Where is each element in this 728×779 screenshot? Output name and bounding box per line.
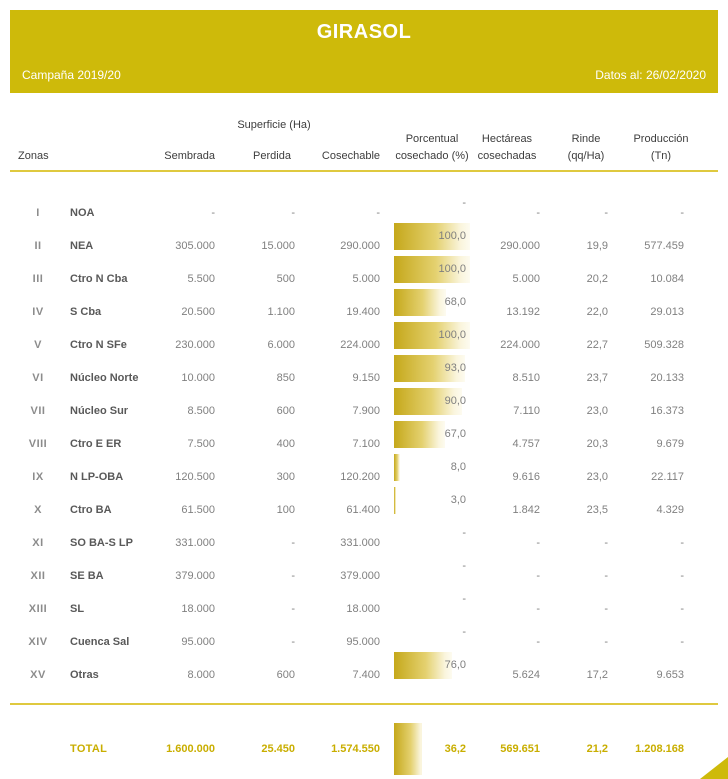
- table-row: [10, 625, 718, 658]
- cell-perdida: -: [291, 569, 295, 582]
- cell-rinde: 22,7: [586, 338, 608, 351]
- cell-cosechable: 7.100: [352, 437, 380, 450]
- zone-name: Núcleo Sur: [70, 404, 129, 417]
- column-header-sembrada: Sembrada: [164, 150, 215, 162]
- pct-label: 100,0: [438, 230, 466, 242]
- cell-rinde: 17,2: [586, 668, 608, 681]
- cell-perdida: 1.100: [267, 305, 295, 318]
- total-cosechable: 1.574.550: [331, 743, 380, 755]
- zone-number: II: [34, 239, 42, 252]
- pct-label: 100,0: [438, 329, 466, 341]
- pct-label: 90,0: [444, 395, 466, 407]
- pct-label: 8,0: [450, 461, 466, 473]
- cell-produccion: 20.133: [650, 371, 684, 384]
- cell-rinde: -: [604, 206, 608, 219]
- cell-hectareas: 5.624: [512, 668, 540, 681]
- zone-number: V: [34, 338, 42, 351]
- cell-produccion: 509.328: [644, 338, 684, 351]
- cell-rinde: 23,7: [586, 371, 608, 384]
- cell-hectareas: 9.616: [512, 470, 540, 483]
- zone-number: I: [36, 206, 40, 219]
- cell-perdida: 600: [276, 668, 295, 681]
- table-row: [10, 493, 718, 526]
- cell-sembrada: 331.000: [175, 536, 215, 549]
- cell-hectareas: 13.192: [506, 305, 540, 318]
- zone-name: S Cba: [70, 305, 102, 318]
- column-group-header-superficie: Superficie (Ha): [237, 119, 311, 131]
- zone-number: XII: [30, 569, 46, 582]
- zone-name: Ctro N SFe: [70, 338, 127, 351]
- data-date-label: Datos al: 26/02/2020: [595, 68, 706, 82]
- cell-perdida: 400: [276, 437, 295, 450]
- cell-perdida: 850: [276, 371, 295, 384]
- cell-cosechable: 61.400: [346, 503, 380, 516]
- pct-label: 3,0: [450, 494, 466, 506]
- total-pct-label: 36,2: [444, 743, 466, 755]
- cell-cosechable: 18.000: [346, 602, 380, 615]
- zone-number: X: [34, 503, 42, 516]
- cell-hectareas: -: [536, 569, 540, 582]
- cell-cosechable: 7.400: [352, 668, 380, 681]
- zone-name: Núcleo Norte: [70, 371, 139, 384]
- cell-sembrada: 20.500: [181, 305, 215, 318]
- cell-cosechable: 7.900: [352, 404, 380, 417]
- table-row: [10, 196, 718, 229]
- table-row: [10, 328, 718, 361]
- table-row: [10, 262, 718, 295]
- cell-produccion: -: [680, 569, 684, 582]
- cell-sembrada: 120.500: [175, 470, 215, 483]
- column-header-perdida: Perdida: [253, 150, 291, 162]
- zone-number: VII: [30, 404, 46, 417]
- cell-rinde: -: [604, 569, 608, 582]
- cell-perdida: -: [291, 206, 295, 219]
- cell-cosechable: 95.000: [346, 635, 380, 648]
- cell-hectareas: -: [536, 602, 540, 615]
- total-perdida: 25.450: [261, 743, 295, 755]
- zone-number: IV: [32, 305, 44, 318]
- cell-rinde: 20,2: [586, 272, 608, 285]
- total-label: TOTAL: [70, 743, 108, 755]
- report-header-band: [10, 10, 718, 93]
- zone-name: Ctro BA: [70, 503, 112, 516]
- cell-sembrada: 7.500: [187, 437, 215, 450]
- zone-number: VI: [32, 371, 44, 384]
- table-body: [10, 196, 718, 691]
- cell-perdida: 300: [276, 470, 295, 483]
- pct-label: 76,0: [444, 659, 466, 671]
- zone-name: SE BA: [70, 569, 104, 582]
- pct-label: -: [462, 593, 466, 605]
- total-hectareas: 569.651: [500, 743, 540, 755]
- column-header-cosechable: Cosechable: [321, 150, 380, 162]
- cell-produccion: 9.679: [656, 437, 684, 450]
- pct-bar-cell: [394, 658, 470, 691]
- table-row: [10, 295, 718, 328]
- zone-name: Cuenca Sal: [70, 635, 130, 648]
- zone-name: SO BA-S LP: [70, 536, 133, 549]
- total-rinde: 21,2: [586, 743, 608, 755]
- zone-name: Ctro E ER: [70, 437, 122, 450]
- table-row: [10, 658, 718, 691]
- zone-name: N LP-OBA: [70, 470, 124, 483]
- table-row: [10, 460, 718, 493]
- total-row: [10, 723, 718, 775]
- cell-perdida: -: [291, 602, 295, 615]
- zone-number: III: [32, 272, 44, 285]
- cell-sembrada: 10.000: [181, 371, 215, 384]
- cell-produccion: 577.459: [644, 239, 684, 252]
- zone-name: NEA: [70, 239, 94, 252]
- table-row: [10, 427, 718, 460]
- cell-hectareas: 7.110: [513, 404, 540, 417]
- cell-cosechable: -: [376, 206, 380, 219]
- cell-rinde: 19,9: [586, 239, 608, 252]
- column-header-zonas: Zonas: [18, 150, 49, 162]
- zone-name: Otras: [70, 668, 99, 681]
- cell-hectareas: 8.510: [512, 371, 540, 384]
- cell-produccion: 9.653: [656, 668, 684, 681]
- pct-label: -: [462, 197, 466, 209]
- zone-name: Ctro N Cba: [70, 272, 128, 285]
- cell-cosechable: 290.000: [340, 239, 380, 252]
- zone-number: XIII: [28, 602, 48, 615]
- pct-label: 100,0: [438, 263, 466, 275]
- cell-rinde: 22,0: [586, 305, 608, 318]
- cell-rinde: -: [604, 536, 608, 549]
- pct-label: -: [462, 626, 466, 638]
- zone-number: XI: [32, 536, 44, 549]
- cell-sembrada: 379.000: [175, 569, 215, 582]
- cell-hectareas: 290.000: [500, 239, 540, 252]
- total-produccion: 1.208.168: [635, 743, 684, 755]
- zone-name: SL: [70, 602, 85, 615]
- cell-cosechable: 224.000: [340, 338, 380, 351]
- cell-produccion: -: [680, 635, 684, 648]
- zone-number: XIV: [28, 635, 48, 648]
- cell-sembrada: 61.500: [181, 503, 215, 516]
- total-sembrada: 1.600.000: [166, 743, 215, 755]
- cell-sembrada: 95.000: [181, 635, 215, 648]
- cell-cosechable: 120.200: [340, 470, 380, 483]
- cell-produccion: -: [680, 206, 684, 219]
- zone-name: NOA: [70, 206, 95, 219]
- cell-produccion: 10.084: [650, 272, 684, 285]
- zone-number: VIII: [28, 437, 48, 450]
- campaign-label: Campaña 2019/20: [22, 68, 121, 82]
- cell-perdida: 15.000: [261, 239, 295, 252]
- table-row: [10, 361, 718, 394]
- table-row: [10, 394, 718, 427]
- corner-fold-decoration: [700, 757, 728, 779]
- total-pct-bar-cell: [394, 723, 470, 775]
- pct-label: -: [462, 560, 466, 572]
- table-row: [10, 592, 718, 625]
- cell-rinde: -: [604, 602, 608, 615]
- cell-cosechable: 331.000: [340, 536, 380, 549]
- cell-sembrada: 18.000: [181, 602, 215, 615]
- total-separator-line: [10, 703, 718, 705]
- report-meta: [22, 68, 706, 82]
- header-separator-line: [10, 170, 718, 172]
- cell-rinde: 23,5: [586, 503, 608, 516]
- column-header-produccion: Producción (Tn): [633, 133, 689, 162]
- cell-cosechable: 19.400: [346, 305, 380, 318]
- cell-produccion: -: [680, 536, 684, 549]
- cell-sembrada: 8.500: [187, 404, 215, 417]
- cell-produccion: 16.373: [650, 404, 684, 417]
- cell-cosechable: 5.000: [352, 272, 380, 285]
- cell-hectareas: -: [536, 635, 540, 648]
- zone-number: XV: [30, 668, 46, 681]
- column-header-hectareas-cosechadas: Hectáreas cosechadas: [477, 133, 537, 162]
- cell-sembrada: 8.000: [187, 668, 215, 681]
- table-column-headers: [10, 108, 718, 170]
- pct-label: 67,0: [444, 428, 466, 440]
- column-header-porcentual-cosechado: Porcentual cosechado (%): [395, 133, 469, 162]
- cell-rinde: 23,0: [586, 404, 608, 417]
- cell-hectareas: 4.757: [512, 437, 540, 450]
- cell-rinde: 23,0: [586, 470, 608, 483]
- cell-produccion: 29.013: [650, 305, 684, 318]
- cell-cosechable: 9.150: [352, 371, 380, 384]
- cell-sembrada: 5.500: [187, 272, 215, 285]
- cell-sembrada: 230.000: [175, 338, 215, 351]
- pct-label: 68,0: [444, 296, 466, 308]
- cell-hectareas: 224.000: [500, 338, 540, 351]
- cell-rinde: 20,3: [586, 437, 608, 450]
- cell-perdida: 500: [276, 272, 295, 285]
- cell-produccion: 4.329: [656, 503, 684, 516]
- pct-label: 93,0: [444, 362, 466, 374]
- cell-cosechable: 379.000: [340, 569, 380, 582]
- cell-hectareas: -: [536, 206, 540, 219]
- cell-perdida: 600: [276, 404, 295, 417]
- pct-label: -: [462, 527, 466, 539]
- zone-number: IX: [32, 470, 44, 483]
- table-row: [10, 229, 718, 262]
- cell-perdida: -: [291, 536, 295, 549]
- cell-perdida: 6.000: [267, 338, 295, 351]
- cell-rinde: -: [604, 635, 608, 648]
- cell-hectareas: 5.000: [512, 272, 540, 285]
- cell-produccion: -: [680, 602, 684, 615]
- page-title: GIRASOL: [316, 21, 412, 43]
- cell-sembrada: 305.000: [175, 239, 215, 252]
- column-header-rinde: Rinde (qq/Ha): [567, 133, 605, 162]
- cell-sembrada: -: [211, 206, 215, 219]
- cell-produccion: 22.117: [651, 470, 684, 483]
- cell-perdida: -: [291, 635, 295, 648]
- table-row: [10, 526, 718, 559]
- cell-perdida: 100: [276, 503, 295, 516]
- cell-hectareas: -: [536, 536, 540, 549]
- table-row: [10, 559, 718, 592]
- cell-hectareas: 1.842: [512, 503, 540, 516]
